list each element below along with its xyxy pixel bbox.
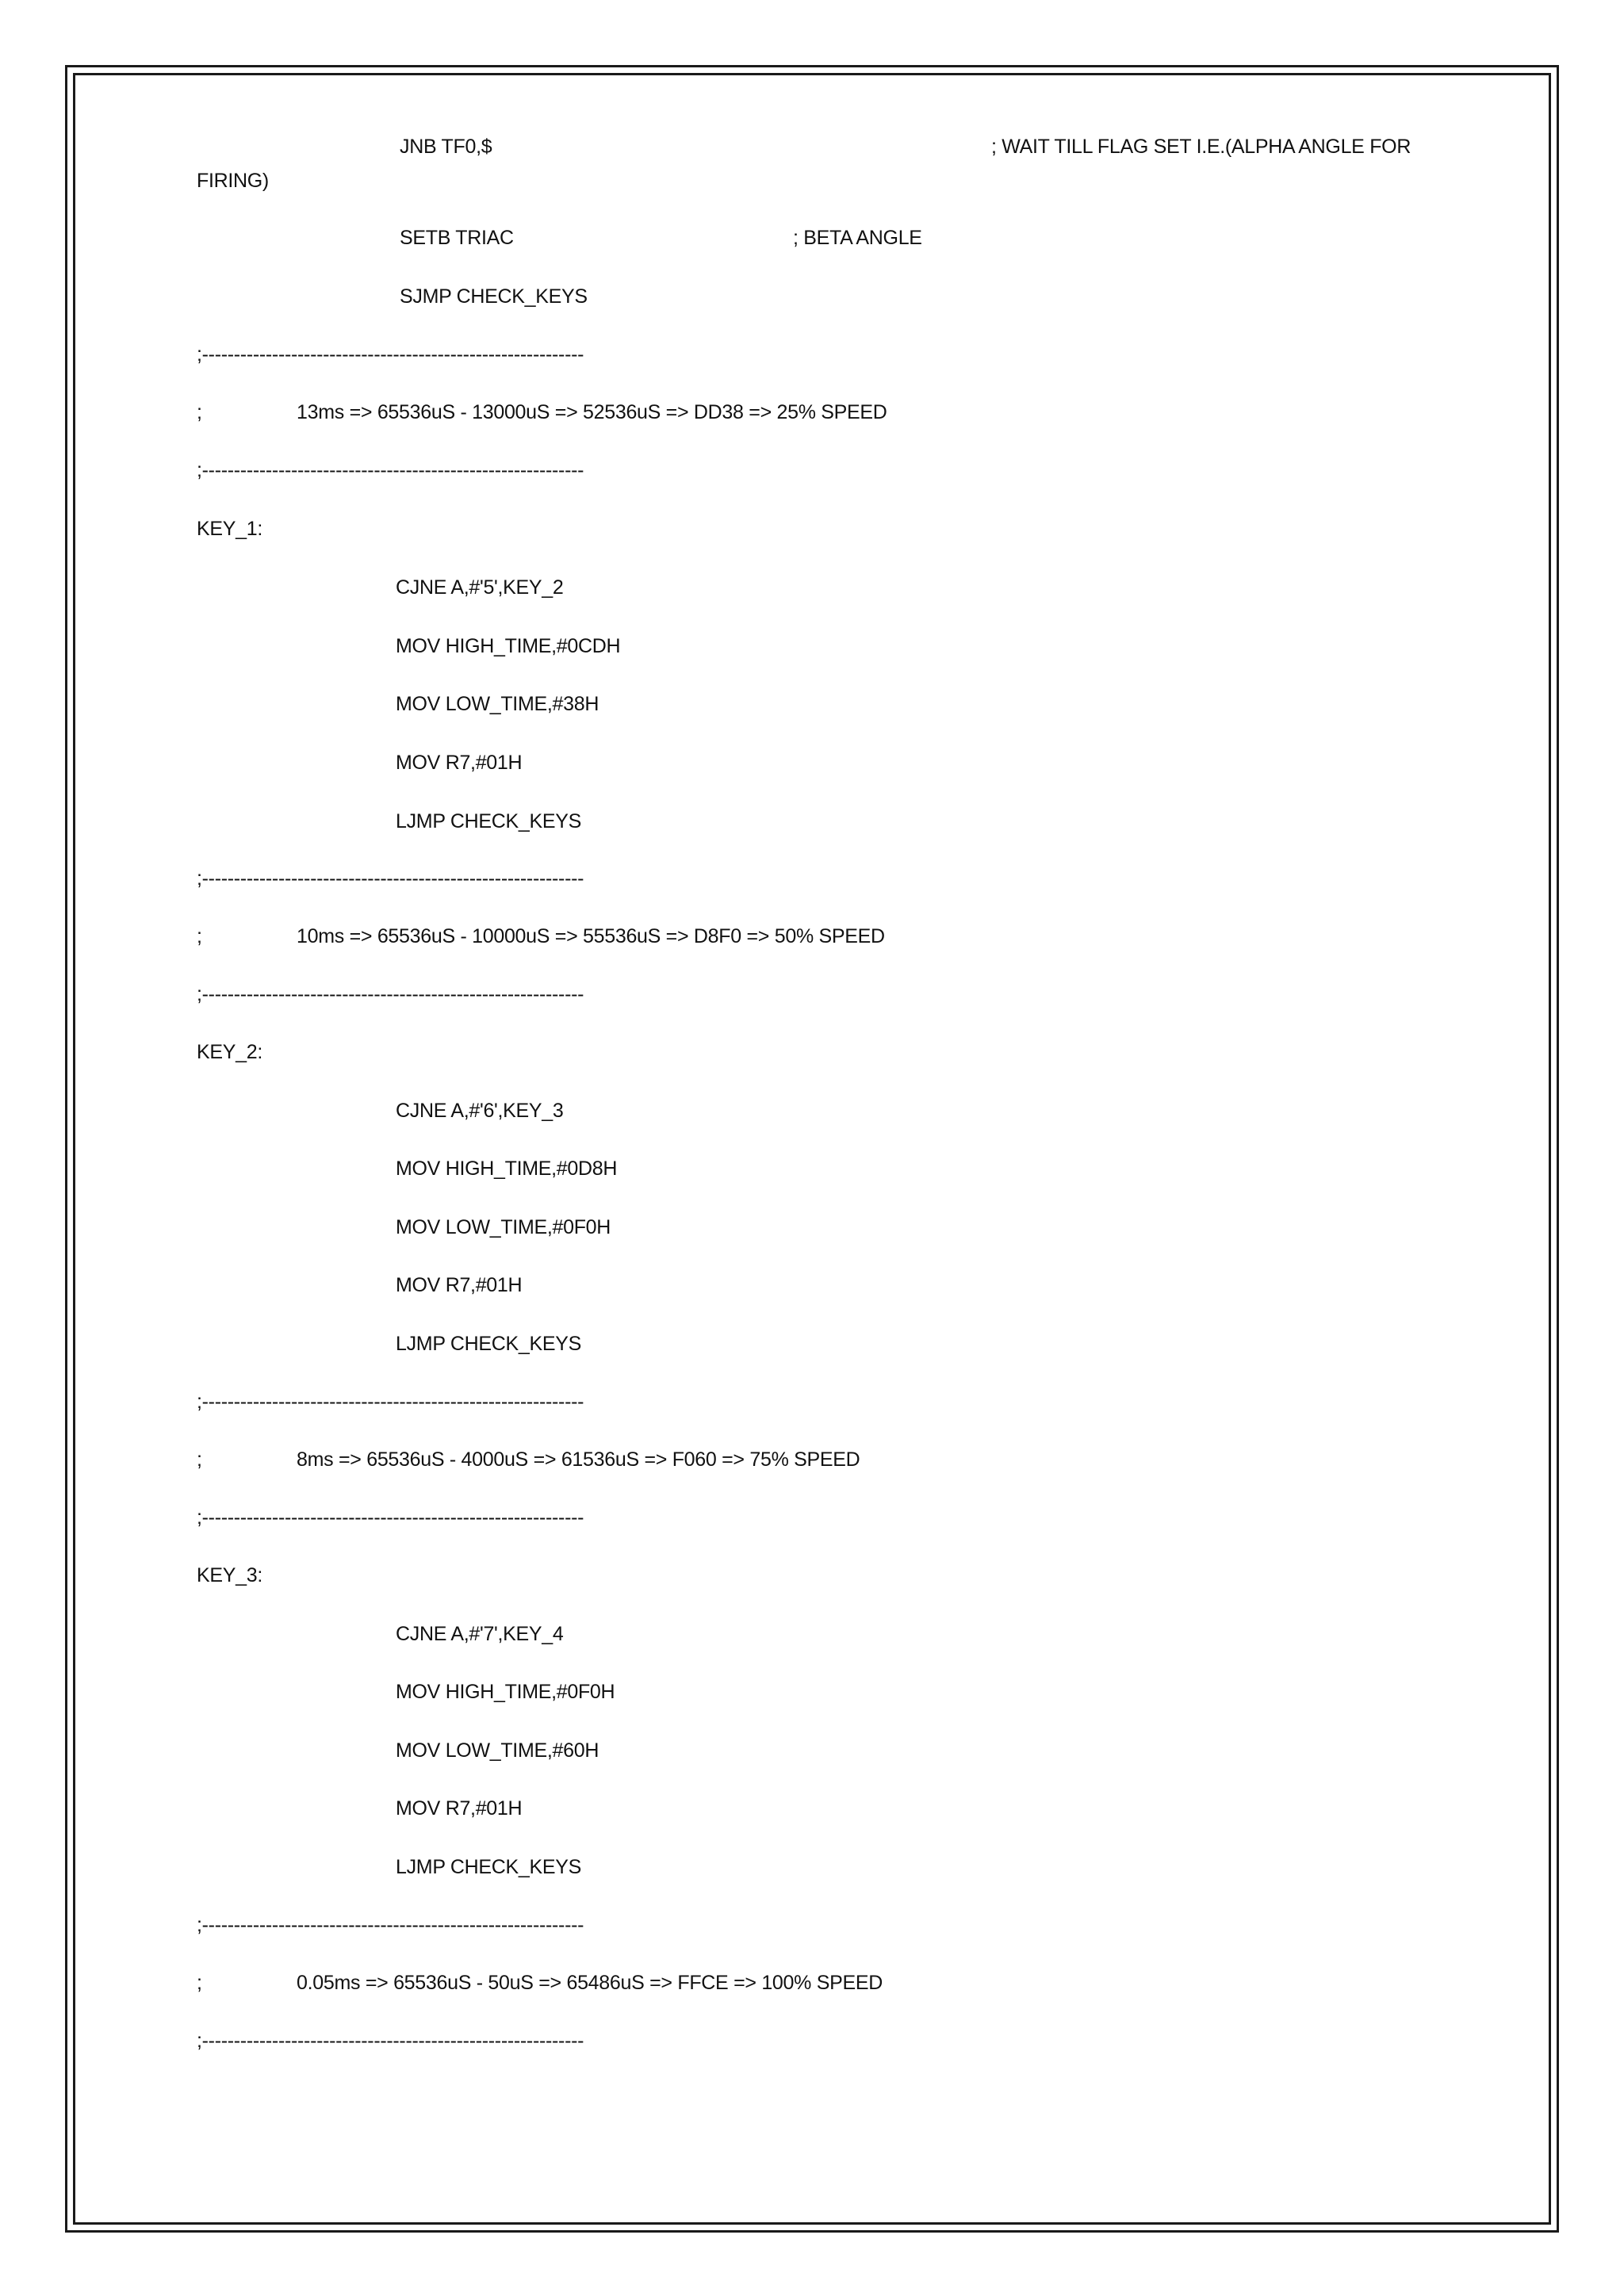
comment-text: 13ms => 65536uS - 13000uS => 52536uS => DD38 => 25% SPEED [297,401,887,423]
comment-semicolon: ; [197,1972,202,1994]
comment-text: 10ms => 65536uS - 10000uS => 55536uS => D8F0 => 50% SPEED [297,925,885,947]
separator-line: ;------------------------------------------------------------ [197,2030,584,2052]
code-line: MOV LOW_TIME,#60H [396,1739,599,1762]
separator-line: ;------------------------------------------------------------ [197,983,584,1005]
code-line: MOV LOW_TIME,#0F0H [396,1216,611,1238]
separator-line: ;------------------------------------------------------------ [197,867,584,890]
code-line: MOV R7,#01H [396,752,523,774]
code-line: MOV HIGH_TIME,#0CDH [396,635,621,657]
code-line: CJNE A,#'5',KEY_2 [396,576,564,599]
label-key-2: KEY_2: [197,1041,262,1063]
code-line: LJMP CHECK_KEYS [396,1333,582,1355]
label-key-3: KEY_3: [197,1564,262,1586]
page-border-inner [73,73,1551,2225]
comment-text: 8ms => 65536uS - 4000uS => 61536uS => F060 => 75% SPEED [297,1448,860,1471]
code-line: MOV HIGH_TIME,#0F0H [396,1681,615,1703]
code-line-setb: SETB TRIAC [400,227,514,249]
separator-line: ;------------------------------------------------------------ [197,1506,584,1529]
separator-line: ;------------------------------------------------------------ [197,343,584,365]
comment-semicolon: ; [197,925,202,947]
code-comment-setb: ; BETA ANGLE [793,227,922,249]
code-comment-jnb: ; WAIT TILL FLAG SET I.E.(ALPHA ANGLE FOR [991,136,1411,158]
code-line: CJNE A,#'7',KEY_4 [396,1623,564,1645]
label-key-1: KEY_1: [197,518,262,540]
code-line: CJNE A,#'6',KEY_3 [396,1100,564,1122]
code-line: MOV R7,#01H [396,1797,523,1820]
separator-line: ;------------------------------------------------------------ [197,459,584,481]
code-line-jnb: JNB TF0,$ [400,136,492,158]
comment-text: 0.05ms => 65536uS - 50uS => 65486uS => FFCE => 100% SPEED [297,1972,883,1994]
separator-line: ;------------------------------------------------------------ [197,1914,584,1936]
code-line: LJMP CHECK_KEYS [396,1856,582,1878]
comment-semicolon: ; [197,1448,202,1471]
code-line-sjmp: SJMP CHECK_KEYS [400,285,588,308]
code-line: MOV LOW_TIME,#38H [396,693,599,715]
code-line: MOV R7,#01H [396,1274,523,1296]
comment-semicolon: ; [197,401,202,423]
code-comment-jnb-cont: FIRING) [197,170,269,192]
code-line: LJMP CHECK_KEYS [396,810,582,832]
separator-line: ;------------------------------------------------------------ [197,1391,584,1413]
code-line: MOV HIGH_TIME,#0D8H [396,1158,618,1180]
